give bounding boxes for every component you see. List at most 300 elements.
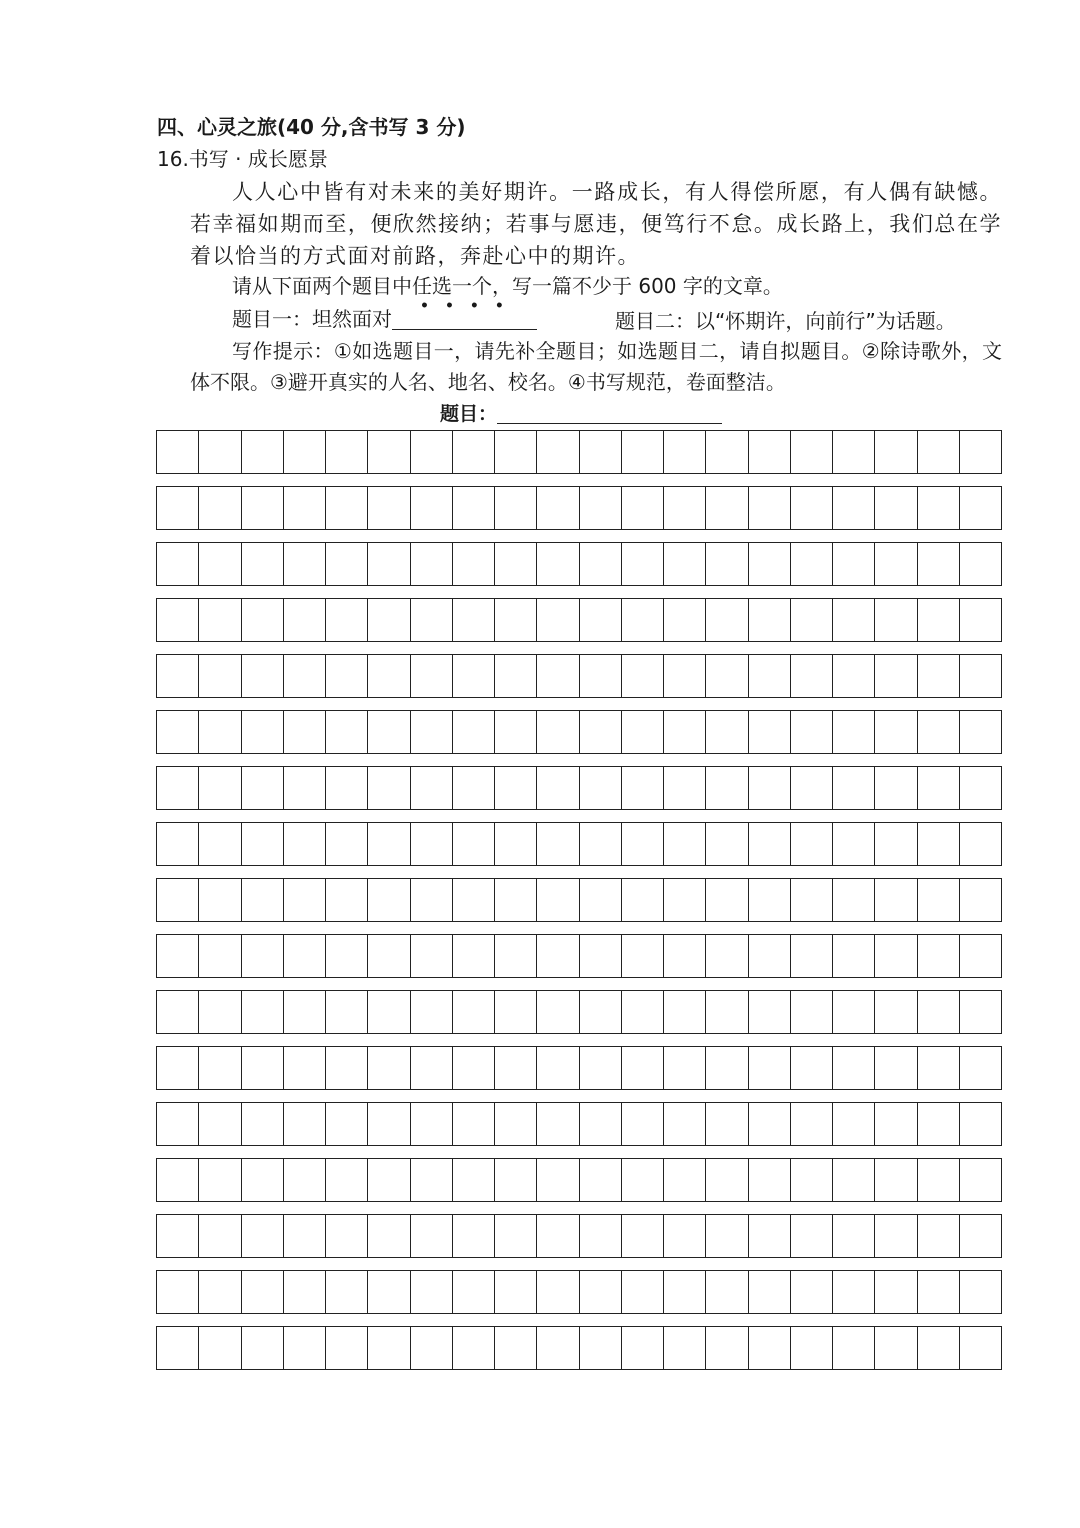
grid-cell[interactable] — [368, 767, 410, 809]
grid-cell[interactable] — [622, 1159, 664, 1201]
grid-cell[interactable] — [157, 431, 199, 473]
grid-cell[interactable] — [960, 935, 1001, 977]
grid-cell[interactable] — [622, 767, 664, 809]
grid-cell[interactable] — [918, 1103, 960, 1145]
grid-cell[interactable] — [875, 543, 917, 585]
grid-cell[interactable] — [368, 1159, 410, 1201]
grid-cell[interactable] — [875, 1159, 917, 1201]
grid-cell[interactable] — [199, 1215, 241, 1257]
grid-cell[interactable] — [706, 879, 748, 921]
grid-cell[interactable] — [326, 1327, 368, 1369]
grid-cell[interactable] — [749, 823, 791, 865]
grid-cell[interactable] — [875, 599, 917, 641]
grid-cell[interactable] — [411, 1215, 453, 1257]
grid-cell[interactable] — [453, 487, 495, 529]
grid-cell[interactable] — [664, 487, 706, 529]
grid-cell[interactable] — [537, 431, 579, 473]
grid-cell[interactable] — [918, 655, 960, 697]
grid-cell[interactable] — [664, 543, 706, 585]
grid-cell[interactable] — [580, 1159, 622, 1201]
grid-cell[interactable] — [411, 879, 453, 921]
grid-cell[interactable] — [453, 1215, 495, 1257]
grid-cell[interactable] — [791, 767, 833, 809]
grid-cell[interactable] — [875, 1327, 917, 1369]
grid-cell[interactable] — [875, 1103, 917, 1145]
grid-cell[interactable] — [664, 1327, 706, 1369]
grid-cell[interactable] — [664, 767, 706, 809]
grid-cell[interactable] — [918, 767, 960, 809]
grid-cell[interactable] — [833, 711, 875, 753]
grid-cell[interactable] — [157, 1215, 199, 1257]
grid-cell[interactable] — [749, 879, 791, 921]
grid-cell[interactable] — [918, 711, 960, 753]
grid-cell[interactable] — [242, 1159, 284, 1201]
grid-cell[interactable] — [791, 1271, 833, 1313]
grid-cell[interactable] — [580, 767, 622, 809]
grid-cell[interactable] — [833, 1327, 875, 1369]
grid-cell[interactable] — [960, 879, 1001, 921]
grid-cell[interactable] — [242, 1327, 284, 1369]
grid-cell[interactable] — [706, 487, 748, 529]
grid-cell[interactable] — [157, 1159, 199, 1201]
grid-cell[interactable] — [326, 487, 368, 529]
grid-cell[interactable] — [453, 879, 495, 921]
grid-cell[interactable] — [664, 655, 706, 697]
grid-cell[interactable] — [960, 1327, 1001, 1369]
grid-cell[interactable] — [918, 599, 960, 641]
grid-cell[interactable] — [791, 879, 833, 921]
grid-cell[interactable] — [706, 711, 748, 753]
grid-cell[interactable] — [368, 1215, 410, 1257]
grid-cell[interactable] — [368, 823, 410, 865]
grid-cell[interactable] — [833, 823, 875, 865]
grid-cell[interactable] — [706, 991, 748, 1033]
grid-cell[interactable] — [242, 879, 284, 921]
grid-cell[interactable] — [495, 1271, 537, 1313]
grid-cell[interactable] — [918, 1327, 960, 1369]
grid-cell[interactable] — [157, 823, 199, 865]
grid-cell[interactable] — [326, 1103, 368, 1145]
grid-cell[interactable] — [537, 711, 579, 753]
grid-cell[interactable] — [242, 1215, 284, 1257]
grid-cell[interactable] — [580, 1271, 622, 1313]
grid-cell[interactable] — [749, 991, 791, 1033]
grid-cell[interactable] — [368, 991, 410, 1033]
grid-cell[interactable] — [411, 599, 453, 641]
grid-cell[interactable] — [749, 487, 791, 529]
grid-cell[interactable] — [368, 935, 410, 977]
grid-cell[interactable] — [791, 431, 833, 473]
grid-cell[interactable] — [875, 1271, 917, 1313]
grid-cell[interactable] — [199, 935, 241, 977]
grid-cell[interactable] — [453, 1047, 495, 1089]
grid-cell[interactable] — [199, 711, 241, 753]
grid-cell[interactable] — [411, 543, 453, 585]
grid-cell[interactable] — [791, 935, 833, 977]
grid-cell[interactable] — [833, 935, 875, 977]
grid-cell[interactable] — [960, 823, 1001, 865]
grid-cell[interactable] — [622, 711, 664, 753]
grid-cell[interactable] — [875, 767, 917, 809]
grid-cell[interactable] — [833, 991, 875, 1033]
grid-cell[interactable] — [368, 543, 410, 585]
grid-cell[interactable] — [580, 655, 622, 697]
grid-cell[interactable] — [749, 711, 791, 753]
topic-one-blank[interactable] — [392, 309, 537, 330]
grid-cell[interactable] — [664, 1159, 706, 1201]
grid-cell[interactable] — [664, 823, 706, 865]
grid-cell[interactable] — [242, 935, 284, 977]
grid-cell[interactable] — [453, 1271, 495, 1313]
grid-cell[interactable] — [622, 655, 664, 697]
grid-cell[interactable] — [284, 655, 326, 697]
grid-cell[interactable] — [242, 487, 284, 529]
grid-cell[interactable] — [495, 823, 537, 865]
grid-cell[interactable] — [453, 1327, 495, 1369]
grid-cell[interactable] — [453, 599, 495, 641]
grid-cell[interactable] — [495, 1215, 537, 1257]
grid-cell[interactable] — [326, 655, 368, 697]
grid-cell[interactable] — [199, 543, 241, 585]
grid-cell[interactable] — [284, 1327, 326, 1369]
grid-cell[interactable] — [791, 823, 833, 865]
grid-cell[interactable] — [622, 1327, 664, 1369]
grid-cell[interactable] — [960, 431, 1001, 473]
grid-cell[interactable] — [157, 543, 199, 585]
grid-cell[interactable] — [537, 823, 579, 865]
grid-cell[interactable] — [664, 935, 706, 977]
grid-cell[interactable] — [791, 991, 833, 1033]
grid-cell[interactable] — [960, 543, 1001, 585]
grid-cell[interactable] — [284, 991, 326, 1033]
grid-cell[interactable] — [157, 935, 199, 977]
grid-cell[interactable] — [749, 1103, 791, 1145]
grid-cell[interactable] — [833, 487, 875, 529]
grid-cell[interactable] — [284, 599, 326, 641]
grid-cell[interactable] — [284, 823, 326, 865]
grid-cell[interactable] — [622, 1271, 664, 1313]
grid-cell[interactable] — [242, 431, 284, 473]
grid-cell[interactable] — [242, 1103, 284, 1145]
grid-cell[interactable] — [157, 655, 199, 697]
grid-cell[interactable] — [368, 1103, 410, 1145]
grid-cell[interactable] — [791, 487, 833, 529]
grid-cell[interactable] — [453, 655, 495, 697]
grid-cell[interactable] — [706, 543, 748, 585]
grid-cell[interactable] — [284, 543, 326, 585]
grid-cell[interactable] — [622, 1047, 664, 1089]
grid-cell[interactable] — [326, 543, 368, 585]
grid-cell[interactable] — [918, 1271, 960, 1313]
grid-cell[interactable] — [537, 599, 579, 641]
grid-cell[interactable] — [833, 599, 875, 641]
grid-cell[interactable] — [580, 1215, 622, 1257]
grid-cell[interactable] — [326, 767, 368, 809]
grid-cell[interactable] — [157, 599, 199, 641]
grid-cell[interactable] — [157, 879, 199, 921]
grid-cell[interactable] — [199, 1327, 241, 1369]
grid-cell[interactable] — [833, 1215, 875, 1257]
grid-cell[interactable] — [875, 1047, 917, 1089]
grid-cell[interactable] — [199, 991, 241, 1033]
grid-cell[interactable] — [453, 1103, 495, 1145]
grid-cell[interactable] — [242, 543, 284, 585]
grid-cell[interactable] — [242, 599, 284, 641]
grid-cell[interactable] — [453, 1159, 495, 1201]
grid-cell[interactable] — [622, 487, 664, 529]
grid-cell[interactable] — [495, 543, 537, 585]
grid-cell[interactable] — [157, 1271, 199, 1313]
grid-cell[interactable] — [368, 1271, 410, 1313]
grid-cell[interactable] — [199, 431, 241, 473]
grid-cell[interactable] — [622, 431, 664, 473]
grid-cell[interactable] — [960, 487, 1001, 529]
grid-cell[interactable] — [453, 991, 495, 1033]
grid-cell[interactable] — [664, 879, 706, 921]
grid-cell[interactable] — [664, 991, 706, 1033]
grid-cell[interactable] — [706, 1271, 748, 1313]
grid-cell[interactable] — [749, 935, 791, 977]
grid-cell[interactable] — [791, 599, 833, 641]
grid-cell[interactable] — [242, 711, 284, 753]
grid-cell[interactable] — [960, 991, 1001, 1033]
grid-cell[interactable] — [284, 1215, 326, 1257]
grid-cell[interactable] — [622, 1215, 664, 1257]
grid-cell[interactable] — [368, 1327, 410, 1369]
grid-cell[interactable] — [960, 1271, 1001, 1313]
grid-cell[interactable] — [368, 879, 410, 921]
grid-cell[interactable] — [622, 823, 664, 865]
grid-cell[interactable] — [960, 767, 1001, 809]
grid-cell[interactable] — [495, 1159, 537, 1201]
grid-cell[interactable] — [749, 767, 791, 809]
grid-cell[interactable] — [284, 431, 326, 473]
grid-cell[interactable] — [833, 1047, 875, 1089]
grid-cell[interactable] — [833, 1271, 875, 1313]
grid-cell[interactable] — [199, 1271, 241, 1313]
grid-cell[interactable] — [960, 599, 1001, 641]
grid-cell[interactable] — [326, 599, 368, 641]
grid-cell[interactable] — [495, 487, 537, 529]
grid-cell[interactable] — [664, 1215, 706, 1257]
grid-cell[interactable] — [411, 823, 453, 865]
grid-cell[interactable] — [495, 431, 537, 473]
grid-cell[interactable] — [326, 431, 368, 473]
grid-cell[interactable] — [411, 1159, 453, 1201]
grid-cell[interactable] — [326, 1047, 368, 1089]
grid-cell[interactable] — [537, 1327, 579, 1369]
grid-cell[interactable] — [749, 543, 791, 585]
grid-cell[interactable] — [749, 599, 791, 641]
grid-cell[interactable] — [622, 1103, 664, 1145]
grid-cell[interactable] — [875, 487, 917, 529]
grid-cell[interactable] — [706, 655, 748, 697]
grid-cell[interactable] — [580, 487, 622, 529]
grid-cell[interactable] — [368, 487, 410, 529]
grid-cell[interactable] — [960, 1215, 1001, 1257]
grid-cell[interactable] — [157, 1327, 199, 1369]
grid-cell[interactable] — [157, 1103, 199, 1145]
grid-cell[interactable] — [875, 879, 917, 921]
grid-cell[interactable] — [284, 1159, 326, 1201]
grid-cell[interactable] — [875, 1215, 917, 1257]
grid-cell[interactable] — [706, 431, 748, 473]
grid-cell[interactable] — [453, 823, 495, 865]
grid-cell[interactable] — [960, 655, 1001, 697]
grid-cell[interactable] — [749, 1327, 791, 1369]
grid-cell[interactable] — [157, 487, 199, 529]
grid-cell[interactable] — [833, 1103, 875, 1145]
grid-cell[interactable] — [622, 935, 664, 977]
grid-cell[interactable] — [495, 655, 537, 697]
grid-cell[interactable] — [960, 1159, 1001, 1201]
grid-cell[interactable] — [284, 1271, 326, 1313]
grid-cell[interactable] — [791, 1159, 833, 1201]
grid-cell[interactable] — [199, 1047, 241, 1089]
grid-cell[interactable] — [918, 1215, 960, 1257]
grid-cell[interactable] — [326, 935, 368, 977]
grid-cell[interactable] — [495, 711, 537, 753]
grid-cell[interactable] — [242, 655, 284, 697]
grid-cell[interactable] — [537, 767, 579, 809]
grid-cell[interactable] — [664, 1103, 706, 1145]
grid-cell[interactable] — [242, 767, 284, 809]
grid-cell[interactable] — [622, 599, 664, 641]
grid-cell[interactable] — [537, 991, 579, 1033]
grid-cell[interactable] — [495, 599, 537, 641]
grid-cell[interactable] — [242, 991, 284, 1033]
grid-cell[interactable] — [411, 1327, 453, 1369]
grid-cell[interactable] — [960, 1103, 1001, 1145]
grid-cell[interactable] — [411, 431, 453, 473]
grid-cell[interactable] — [580, 711, 622, 753]
grid-cell[interactable] — [495, 1327, 537, 1369]
grid-cell[interactable] — [918, 991, 960, 1033]
grid-cell[interactable] — [918, 487, 960, 529]
grid-cell[interactable] — [875, 935, 917, 977]
grid-cell[interactable] — [453, 767, 495, 809]
grid-cell[interactable] — [368, 711, 410, 753]
grid-cell[interactable] — [368, 655, 410, 697]
grid-cell[interactable] — [749, 431, 791, 473]
grid-cell[interactable] — [833, 431, 875, 473]
grid-cell[interactable] — [537, 1047, 579, 1089]
grid-cell[interactable] — [537, 1215, 579, 1257]
grid-cell[interactable] — [368, 431, 410, 473]
grid-cell[interactable] — [791, 711, 833, 753]
grid-cell[interactable] — [199, 655, 241, 697]
grid-cell[interactable] — [706, 1327, 748, 1369]
grid-cell[interactable] — [537, 1159, 579, 1201]
grid-cell[interactable] — [749, 1047, 791, 1089]
grid-cell[interactable] — [791, 655, 833, 697]
grid-cell[interactable] — [411, 767, 453, 809]
grid-cell[interactable] — [537, 655, 579, 697]
grid-cell[interactable] — [411, 935, 453, 977]
grid-cell[interactable] — [537, 879, 579, 921]
grid-cell[interactable] — [622, 543, 664, 585]
grid-cell[interactable] — [875, 711, 917, 753]
grid-cell[interactable] — [706, 823, 748, 865]
grid-cell[interactable] — [495, 767, 537, 809]
grid-cell[interactable] — [706, 935, 748, 977]
grid-cell[interactable] — [706, 767, 748, 809]
grid-cell[interactable] — [199, 487, 241, 529]
grid-cell[interactable] — [664, 711, 706, 753]
grid-cell[interactable] — [326, 879, 368, 921]
grid-cell[interactable] — [199, 599, 241, 641]
grid-cell[interactable] — [791, 1103, 833, 1145]
grid-cell[interactable] — [453, 543, 495, 585]
grid-cell[interactable] — [326, 823, 368, 865]
grid-cell[interactable] — [580, 543, 622, 585]
grid-cell[interactable] — [580, 879, 622, 921]
grid-cell[interactable] — [875, 655, 917, 697]
grid-cell[interactable] — [580, 431, 622, 473]
grid-cell[interactable] — [284, 935, 326, 977]
grid-cell[interactable] — [284, 879, 326, 921]
grid-cell[interactable] — [495, 1047, 537, 1089]
grid-cell[interactable] — [918, 431, 960, 473]
grid-cell[interactable] — [918, 543, 960, 585]
grid-cell[interactable] — [918, 1047, 960, 1089]
grid-cell[interactable] — [157, 1047, 199, 1089]
grid-cell[interactable] — [326, 1215, 368, 1257]
grid-cell[interactable] — [918, 879, 960, 921]
grid-cell[interactable] — [918, 823, 960, 865]
grid-cell[interactable] — [199, 1159, 241, 1201]
grid-cell[interactable] — [960, 711, 1001, 753]
grid-cell[interactable] — [284, 487, 326, 529]
grid-cell[interactable] — [580, 1047, 622, 1089]
grid-cell[interactable] — [537, 543, 579, 585]
grid-cell[interactable] — [749, 1271, 791, 1313]
grid-cell[interactable] — [875, 431, 917, 473]
grid-cell[interactable] — [453, 935, 495, 977]
grid-cell[interactable] — [537, 1103, 579, 1145]
grid-cell[interactable] — [495, 879, 537, 921]
grid-cell[interactable] — [580, 1103, 622, 1145]
grid-cell[interactable] — [157, 991, 199, 1033]
grid-cell[interactable] — [791, 1327, 833, 1369]
grid-cell[interactable] — [791, 1047, 833, 1089]
grid-cell[interactable] — [706, 1103, 748, 1145]
grid-cell[interactable] — [411, 1271, 453, 1313]
grid-cell[interactable] — [495, 1103, 537, 1145]
essay-title-blank[interactable] — [497, 405, 722, 424]
grid-cell[interactable] — [284, 1047, 326, 1089]
grid-cell[interactable] — [368, 1047, 410, 1089]
grid-cell[interactable] — [157, 767, 199, 809]
grid-cell[interactable] — [580, 935, 622, 977]
grid-cell[interactable] — [326, 1271, 368, 1313]
grid-cell[interactable] — [833, 543, 875, 585]
grid-cell[interactable] — [284, 767, 326, 809]
grid-cell[interactable] — [411, 991, 453, 1033]
grid-cell[interactable] — [833, 1159, 875, 1201]
grid-cell[interactable] — [622, 991, 664, 1033]
grid-cell[interactable] — [749, 1159, 791, 1201]
grid-cell[interactable] — [242, 823, 284, 865]
grid-cell[interactable] — [875, 823, 917, 865]
grid-cell[interactable] — [580, 1327, 622, 1369]
grid-cell[interactable] — [411, 1047, 453, 1089]
grid-cell[interactable] — [411, 711, 453, 753]
grid-cell[interactable] — [326, 711, 368, 753]
grid-cell[interactable] — [960, 1047, 1001, 1089]
grid-cell[interactable] — [242, 1271, 284, 1313]
grid-cell[interactable] — [749, 1215, 791, 1257]
